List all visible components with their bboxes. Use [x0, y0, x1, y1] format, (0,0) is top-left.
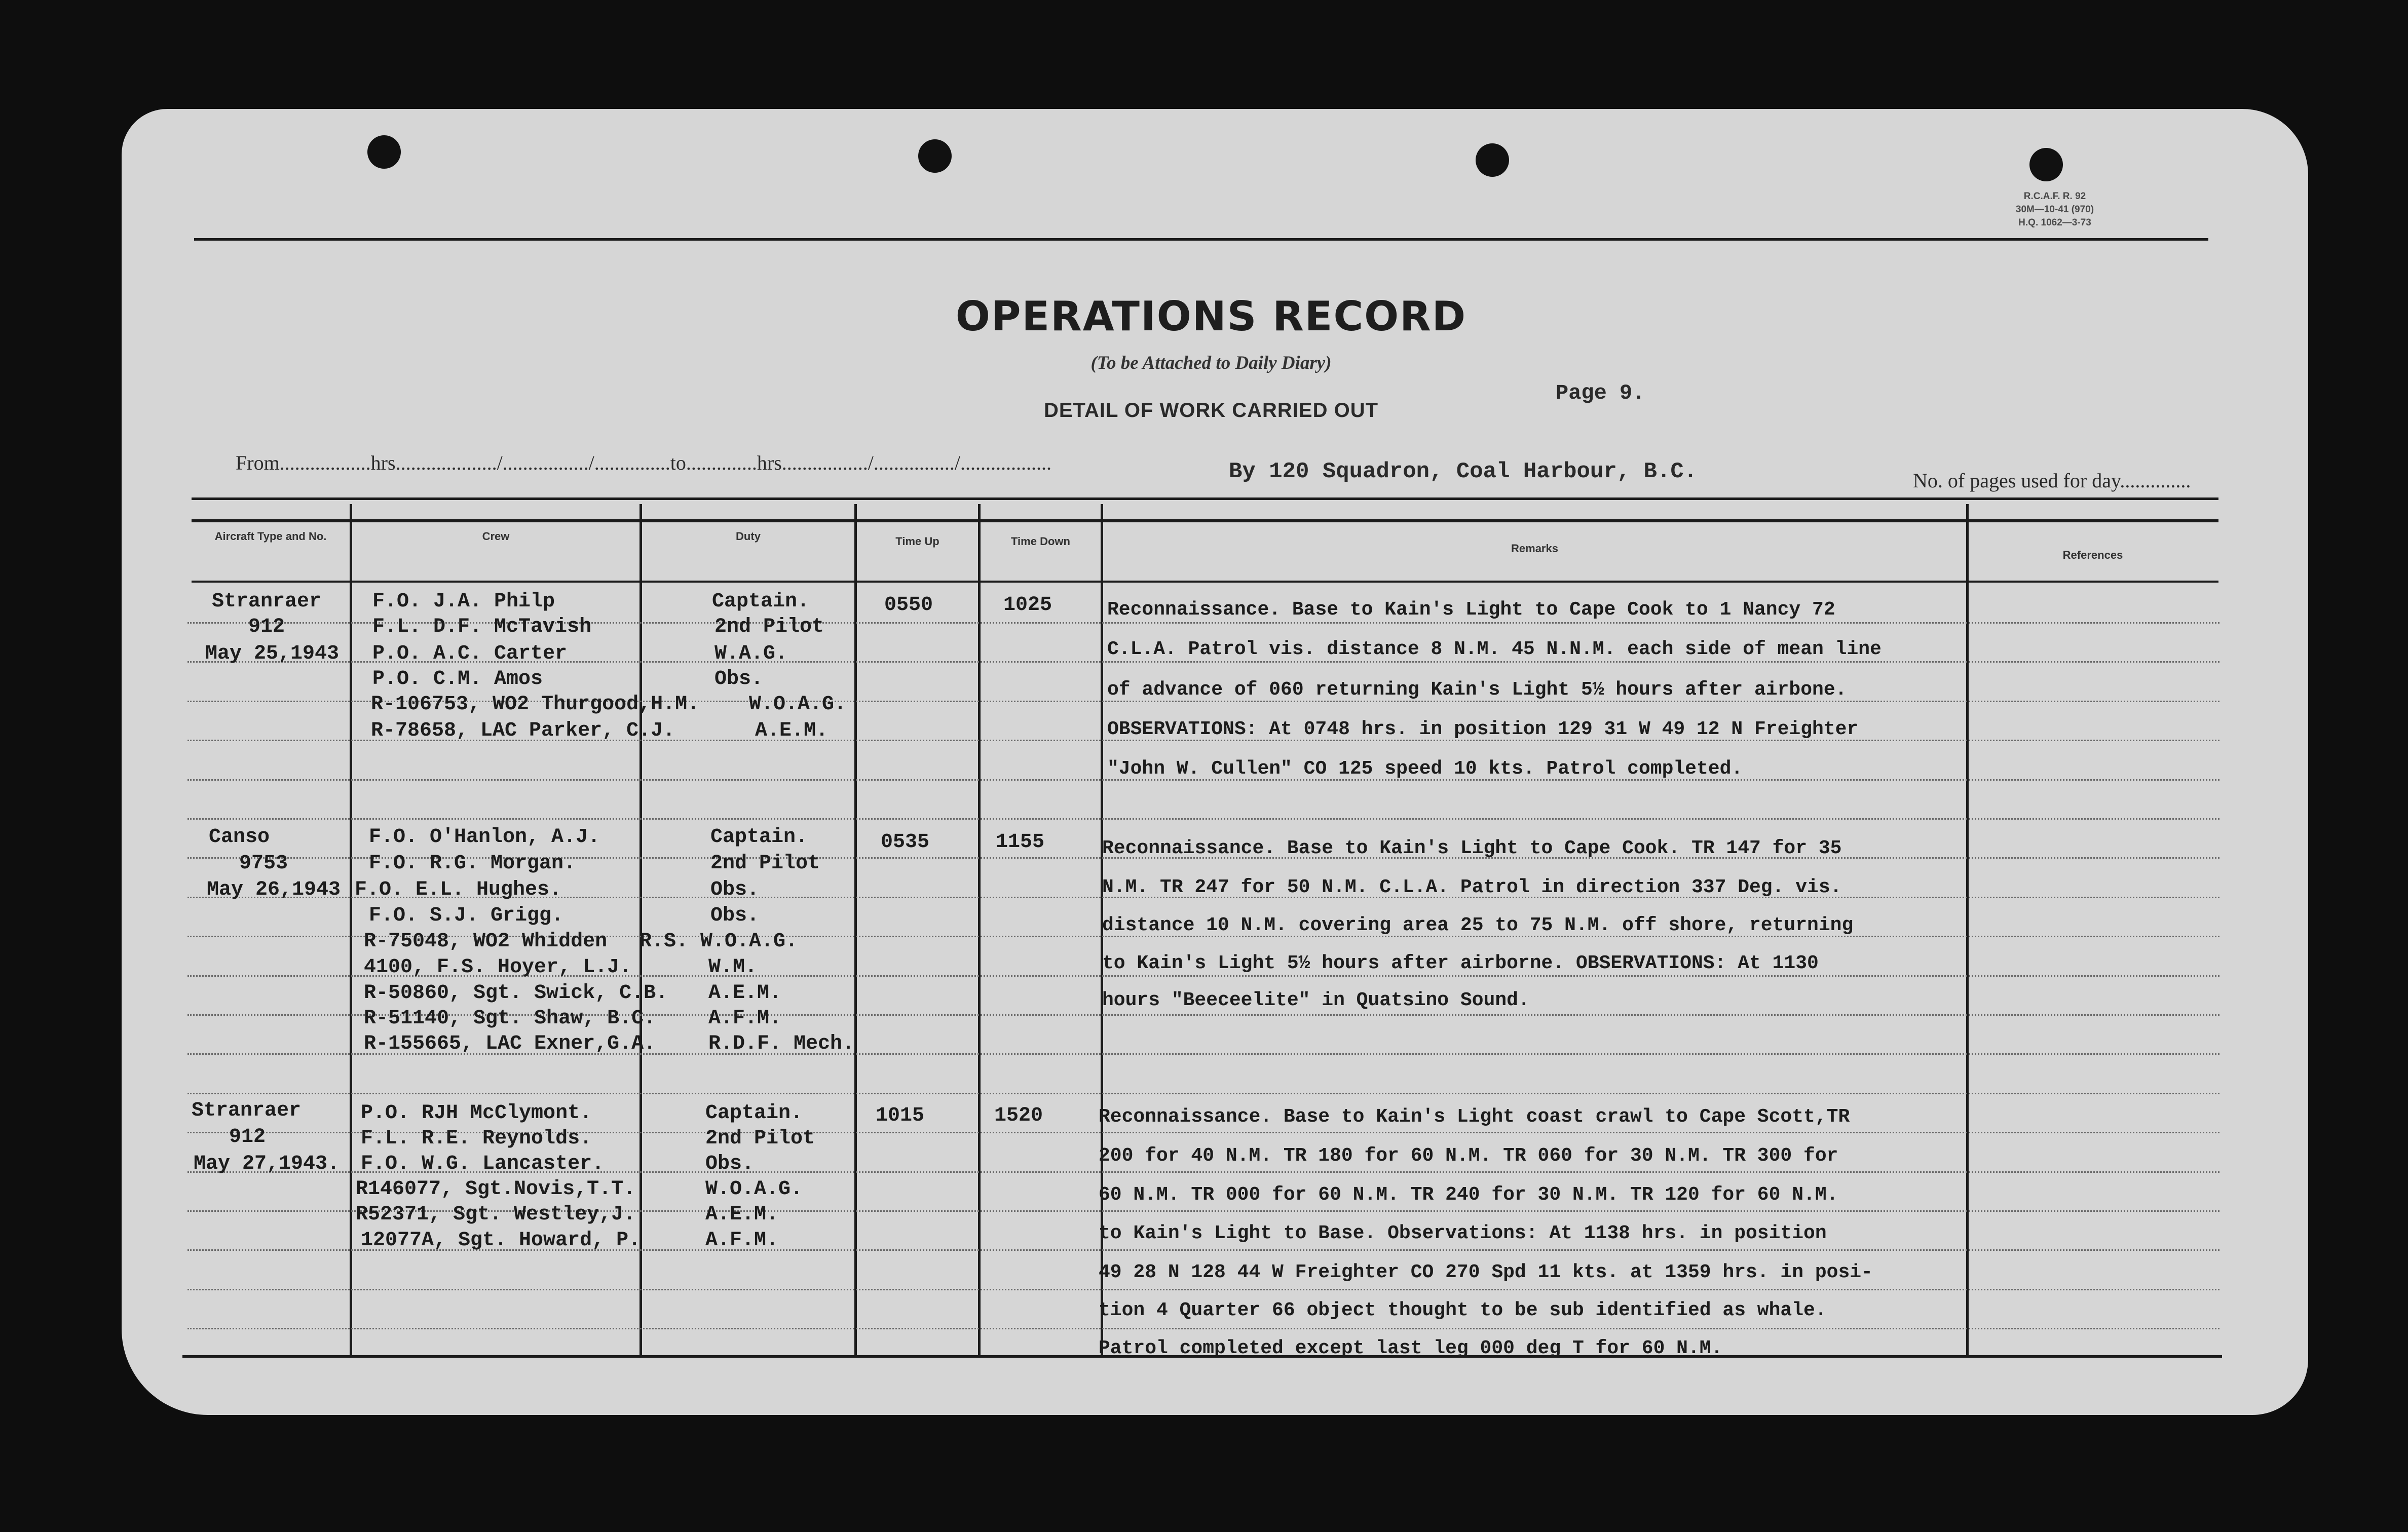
crew-duty: A.E.M.: [755, 719, 829, 742]
remark-line: 200 for 40 N.M. TR 180 for 60 N.M. TR 060 for 30 N.M. TR 300 for: [1099, 1145, 1838, 1167]
page-number: Page 9.: [1556, 381, 1645, 405]
crew-duty: Captain.: [712, 590, 810, 613]
crew-duty: Obs.: [714, 668, 764, 691]
remark-line: 49 28 N 128 44 W Freighter CO 270 Spd 11 kts. at 1359 hrs. in posi-: [1099, 1261, 1873, 1283]
time-down: 1520: [994, 1104, 1043, 1127]
ruling-line: [187, 1093, 2219, 1094]
column-divider: [1966, 504, 1969, 1358]
table-top-rule-2: [192, 519, 2218, 522]
header-crew: Crew: [482, 530, 510, 543]
time-up: 0535: [881, 831, 930, 854]
remark-line: tion 4 Quarter 66 object thought to be sub identified as whale.: [1099, 1299, 1827, 1321]
crew-duty: W.O.A.G.: [705, 1178, 803, 1201]
crew-duty: R.S. W.O.A.G.: [639, 930, 798, 953]
crew-duty: A.E.M.: [708, 982, 782, 1005]
crew-duty: Obs.: [710, 878, 760, 901]
crew-member: F.O. R.G. Morgan.: [369, 852, 576, 875]
header-bottom-rule: [192, 581, 2218, 583]
crew-member: R-106753, WO2 Thurgood,H.M.: [371, 693, 700, 716]
remark-line: OBSERVATIONS: At 0748 hrs. in position 129 31 W 49 12 N Freighter: [1107, 718, 1859, 740]
crew-duty: Captain.: [710, 826, 808, 849]
remark-line: N.M. TR 247 for 50 N.M. C.L.A. Patrol in direction 337 Deg. vis.: [1102, 876, 1842, 898]
crew-member: R52371, Sgt. Westley,J.: [356, 1203, 636, 1226]
crew-member: R-155665, LAC Exner,G.A.: [364, 1032, 656, 1055]
crew-member: R146077, Sgt.Novis,T.T.: [356, 1178, 636, 1201]
aircraft-type: Canso: [209, 826, 270, 849]
crew-member: R-78658, LAC Parker, C.J.: [371, 719, 675, 742]
top-rule: [194, 238, 2208, 241]
flight-date: May 25,1943: [205, 642, 340, 665]
binder-hole: [918, 139, 952, 173]
binder-hole: [2029, 148, 2063, 181]
remark-line: Patrol completed except last leg 000 deg T for 60 N.M.: [1099, 1337, 1723, 1359]
from-line: From..................hrs..................../................./...............to..............hrs................./................/..................: [236, 451, 1052, 474]
binder-hole: [1476, 143, 1509, 177]
crew-member: P.O. A.C. Carter: [372, 642, 568, 665]
remark-line: Reconnaissance. Base to Kain's Light to Cape Cook. TR 147 for 35: [1102, 837, 1842, 859]
header-remarks: Remarks: [1511, 542, 1558, 555]
column-divider: [854, 504, 857, 1358]
time-up: 0550: [884, 594, 933, 617]
crew-member: F.L. R.E. Reynolds.: [361, 1127, 592, 1150]
detail-heading: DETAIL OF WORK CARRIED OUT: [1043, 399, 1379, 422]
crew-duty: Obs.: [705, 1153, 755, 1175]
crew-member: P.O. C.M. Amos: [372, 668, 543, 691]
header-aircraft: Aircraft Type and No.: [214, 530, 327, 543]
aircraft-number: 912: [229, 1126, 266, 1148]
crew-member: F.O. W.G. Lancaster.: [361, 1153, 605, 1175]
crew-duty: Obs.: [710, 904, 760, 927]
header-references: References: [2062, 549, 2123, 561]
remark-line: Reconnaissance. Base to Kain's Light coast crawl to Cape Scott,TR: [1099, 1106, 1850, 1128]
column-divider: [350, 504, 352, 1358]
crew-member: P.O. RJH McClymont.: [361, 1102, 592, 1125]
header-duty: Duty: [736, 530, 761, 543]
remark-line: Reconnaissance. Base to Kain's Light to Cape Cook to 1 Nancy 72: [1107, 599, 1835, 621]
remark-line: of advance of 060 returning Kain's Light 5½ hours after airbone.: [1107, 679, 1847, 701]
remark-line: C.L.A. Patrol vis. distance 8 N.M. 45 N.N.M. each side of mean line: [1107, 638, 1882, 660]
page-subtitle: (To be Attached to Daily Diary): [1090, 353, 1332, 373]
remark-line: "John W. Cullen" CO 125 speed 10 kts. Patrol completed.: [1107, 758, 1743, 780]
flight-date: May 27,1943.: [194, 1153, 340, 1175]
by-squadron: By 120 Squadron, Coal Harbour, B.C.: [1229, 459, 1698, 484]
aircraft-number: 9753: [239, 852, 288, 875]
crew-duty: A.F.M.: [708, 1007, 782, 1030]
crew-duty: R.D.F. Mech.: [708, 1032, 855, 1055]
binder-hole: [367, 135, 401, 169]
crew-duty: 2nd Pilot: [714, 616, 824, 638]
crew-duty: A.E.M.: [705, 1203, 779, 1226]
crew-member: R-50860, Sgt. Swick, C.B.: [364, 982, 668, 1005]
column-divider: [978, 504, 981, 1358]
remark-line: 60 N.M. TR 000 for 60 N.M. TR 240 for 30 N.M. TR 120 for 60 N.M.: [1099, 1184, 1838, 1206]
remark-line: distance 10 N.M. covering area 25 to 75 N.M. off shore, returning: [1102, 914, 1854, 936]
page-title: OPERATIONS RECORD: [955, 293, 1467, 340]
crew-member: R-51140, Sgt. Shaw, B.C.: [364, 1007, 656, 1030]
crew-member: R-75048, WO2 Whidden: [364, 930, 608, 953]
crew-member: F.O. O'Hanlon, A.J.: [369, 826, 600, 849]
crew-member: F.L. D.F. McTavish: [372, 616, 592, 638]
aircraft-type: Stranraer: [192, 1099, 302, 1122]
remark-line: to Kain's Light to Base. Observations: At 1138 hrs. in position: [1099, 1222, 1827, 1244]
crew-member: F.O. S.J. Grigg.: [369, 904, 564, 927]
aircraft-type: Stranraer: [212, 590, 322, 613]
crew-member: F.O. J.A. Philp: [372, 590, 555, 613]
crew-duty: 2nd Pilot: [710, 852, 820, 875]
time-up: 1015: [876, 1104, 925, 1127]
remark-line: hours "Beeceelite" in Quatsino Sound.: [1102, 989, 1530, 1011]
crew-member: F.O. E.L. Hughes.: [355, 878, 562, 901]
ruling-line: [187, 1328, 2219, 1329]
ruling-line: [187, 1289, 2219, 1290]
aircraft-number: 912: [248, 616, 285, 638]
crew-duty: W.M.: [708, 956, 758, 979]
header-time-down: Time Down: [1011, 535, 1070, 548]
crew-duty: Captain.: [705, 1102, 803, 1125]
form-code: R.C.A.F. R. 92 30M—10-41 (970) H.Q. 1062—3-73: [2015, 191, 2094, 228]
header-time-up: Time Up: [895, 535, 939, 548]
crew-member: 4100, F.S. Hoyer, L.J.: [364, 956, 632, 979]
crew-member: 12077A, Sgt. Howard, P.: [361, 1229, 641, 1252]
crew-duty: W.A.G.: [714, 642, 788, 665]
flight-date: May 26,1943: [207, 878, 341, 901]
ruling-line: [187, 818, 2219, 820]
time-down: 1155: [996, 831, 1045, 854]
pages-used-field: No. of pages used for day..............: [1913, 469, 2191, 492]
crew-duty: W.O.A.G.: [749, 693, 847, 716]
crew-duty: A.F.M.: [705, 1229, 779, 1252]
table-top-rule: [192, 497, 2218, 500]
remark-line: to Kain's Light 5½ hours after airborne. OBSERVATIONS: At 1130: [1102, 952, 1819, 974]
crew-duty: 2nd Pilot: [705, 1127, 815, 1150]
time-down: 1025: [1003, 594, 1052, 617]
